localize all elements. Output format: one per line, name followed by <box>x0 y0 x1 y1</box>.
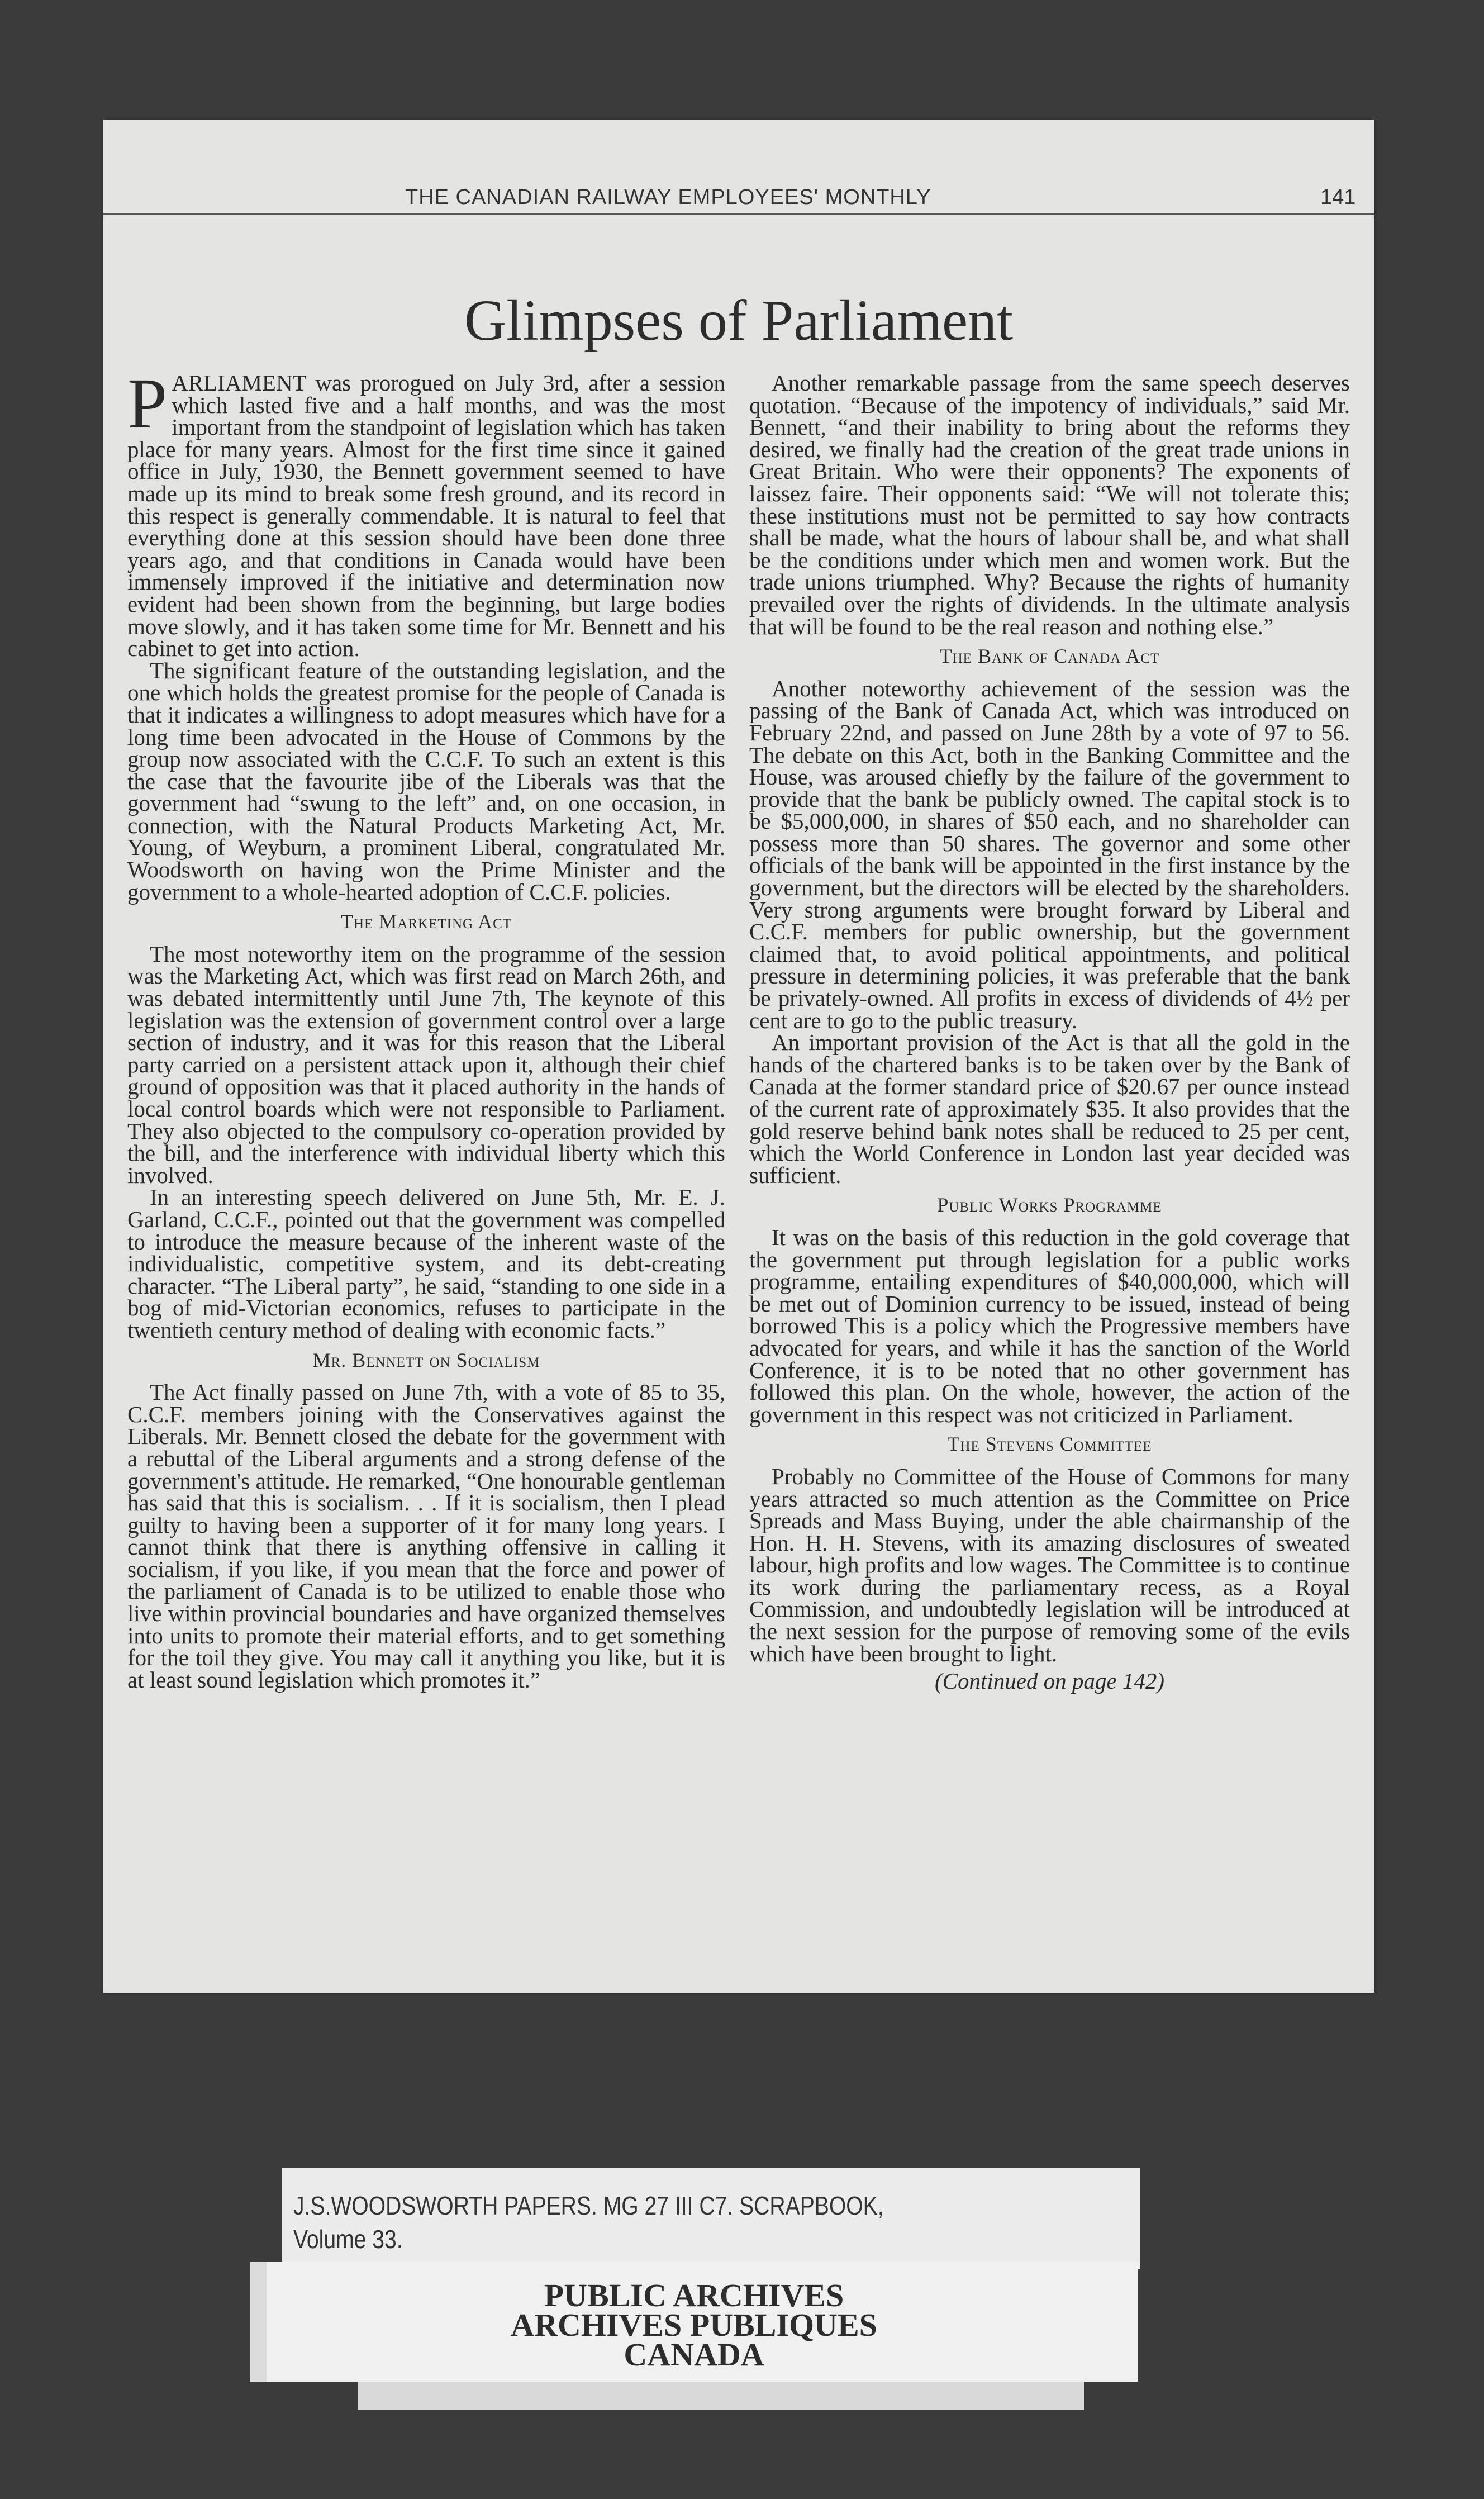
stamp-line: CANADA <box>624 2336 764 2373</box>
left-column <box>127 364 725 1693</box>
article-title: Glimpses of Parliament <box>464 288 1014 353</box>
right-column <box>749 372 1350 1693</box>
section-heading: The Stevens Committee <box>947 1433 1152 1456</box>
section-heading: The Bank of Canada Act <box>939 645 1160 668</box>
section-heading: Mr. Bennett on Socialism <box>312 1348 540 1371</box>
paragraph: An important provision of the Act is that all the gold in the hands of the chartered banks is to be taken over by the Bank of Canada at the former standard price of $20.67 per ounce instead of the current rate of approximately $35. It also provides that the gold reserve behind bank notes shall be reduced to 25 per cent, which the World Conference in London last year decided was sufficient. <box>749 1029 1350 1188</box>
volume-line: Volume 33. <box>293 2225 403 2254</box>
paragraph: Another remarkable passage from the same speech deserves quotation. “Because of the impotency of individuals,” said Mr. Bennett, “and their inability to bring about the reforms they desired, we finally had the creation of the great trade unions in Great Britain. Who were their opponents? The exponents of laissez faire. Their opponents said: “We will not tolerate this; these institutions must not be permitted to say how contracts shall be made, what the hours of labour shall be, and what shall be the conditions under which men and women work. But the trade unions triumphed. Why? Because the rights of humanity prevailed over the rights of dividends. In the ultimate analysis that will be found to be the real reason and nothing else.” <box>749 370 1350 639</box>
paragraph: It was on the basis of this reduction in the gold coverage that the government put through legislation for a public works programme, entailing expenditures of $40,000,000, which will be met out of Dominion currency to be issued, instead of being borrowed This is a policy which the Progressive members have advocated for years, and while it has the sanction of the World Conference, it is to be noted that no other government has followed this plan. On the whole, however, the action of the government in this respect was not criticized in Parliament. <box>749 1224 1350 1427</box>
journal-title: THE CANADIAN RAILWAY EMPLOYEES' MONTHLY <box>405 186 931 209</box>
magazine-page <box>103 120 1374 1993</box>
label-strip <box>358 2382 1084 2410</box>
running-header <box>103 186 1374 215</box>
paragraph: Probably no Committee of the House of Commons for many years attracted so much attention as the Committee on Price Spreads and Mass Buying, under the able chairmanship of the Hon. H. H. Stevens, with its amazing disclosures of sweated labour, high profits and low wages. The Committee is to continue its work during the parliamentary recess, as a Royal Commission, and undoubtedly legislation will be introduced at the next session for the purpose of removing some of the evils which have been brought to light. <box>749 1463 1350 1666</box>
paragraph: Another noteworthy achievement of the session was the passing of the Bank of Canada Act, which was introduced on February 22nd, and passed on June 28th by a vote of 97 to 56. The debate on this Act, both in the Banking Committee and the House, was aroused chiefly by the failure of the government to provide that the bank be publicly owned. The capital stock is to be $5,000,000, in shares of $50 each, and no shareholder can possess more than 50 shares. The governor and some other officials of the bank will be appointed in the first instance by the government, but the directors will be elected by the shareholders. Very strong arguments were brought forward by Liberal and C.C.F. members for public ownership, but the government claimed that, to avoid political appointments, and political pressure in determining policies, it was preferable that the bank be privately-owned. All profits in excess of dividends of 4½ per cent are to go to the public treasury. <box>749 675 1350 1033</box>
continued-note: (Continued on page 142) <box>934 1668 1165 1694</box>
paragraph-text: ARLIAMENT was prorogued on July 3rd, after a session which lasted five and a half months, and was the most important from the standpoint of legislation which has taken place for many years. Almost for the first time since it gained office in July, 1930, the Bennett government seemed to have made up its mind to break some fresh ground, and its record in this respect is generally commendable. It is natural to feel that everything done at this session should have been done three years ago, and that conditions in Canada would have been immensely improved if the initiative and determination now evident had been shown from the beginning, but large bodies move slowly, and it has taken some time for Mr. Bennett and his cabinet to get into action. <box>127 370 725 662</box>
stamp-line: ARCHIVES PUBLIQUES <box>511 2307 877 2343</box>
page-number: 141 <box>1320 186 1356 209</box>
stamp-line: PUBLIC ARCHIVES <box>544 2277 844 2313</box>
paragraph: The significant feature of the outstanding legislation, and the one which holds the greatest promise for the people of Canada is that it indicates a willingness to adopt measures which have for a long time been advocated in the House of Commons by the group now associated with the C.C.F. To such an extent is this the case that the favourite jibe of the Liberals was that the government had “swung to the left” and, on one occasion, in connection, with the Natural Products Marketing Act, Mr. Young, of Weyburn, a prominent Liberal, congratulated Mr. Woodsworth on having won the Prime Minister and the government to a whole-hearted adoption of C.C.F. policies. <box>127 657 725 905</box>
section-heading: Public Works Programme <box>937 1194 1162 1217</box>
paragraph: The Act finally passed on June 7th, with a vote of 85 to 35, C.C.F. members joining with the Conservatives against the Liberals. Mr. Bennett closed the debate for the government with a rebuttal of the Liberal arguments and a strong defense of the government's attitude. He remarked, “One honourable gentleman has said that this is socialism. . . If it is socialism, then I plead guilty to having been a supporter of it for many long years. I cannot think that there is anything offensive in calling it socialism, if you like, if you mean that the force and power of the parliament of Canada is to be utilized to enable those who live within provincial boundaries and have organized themselves into units to promote their material efforts, and to get something for the toil they give. You may call it anything you like, but it is at least sound legislation which promotes it.” <box>127 1379 725 1693</box>
drop-cap: P <box>127 364 168 443</box>
paragraph: In an interesting speech delivered on June 5th, Mr. E. J. Garland, C.C.F., pointed out that the government was compelled to introduce the measure because of the inherent waste of the individualistic, competitive system, and its debt-creating character. “The Liberal party”, he said, “standing to one side in a bog of mid-Victorian economics, refuses to participate in the twentieth century method of dealing with economic facts.” <box>127 1184 725 1343</box>
section-heading: The Marketing Act <box>340 910 512 933</box>
paragraph <box>127 364 725 662</box>
archive-stamp <box>250 2262 1138 2382</box>
paragraph: The most noteworthy item on the programme of the session was the Marketing Act, which was first read on March 26th, and was debated intermittently until June 7th, The keynote of this legislation was the extension of government control over a large section of industry, and it was for this reason that the Liberal party carried on a persistent attack upon it, although their chief ground of opposition was that it placed authority in the hands of local control boards which were not responsible to Parliament. They also objected to the compulsory co-operation provided by the bill, and the interference with individual liberty which this involved. <box>127 940 725 1188</box>
reference-line: J.S.WOODSWORTH PAPERS. MG 27 III C7. SCRAPBOOK, <box>293 2191 884 2220</box>
archive-reference-label <box>282 2168 1140 2269</box>
